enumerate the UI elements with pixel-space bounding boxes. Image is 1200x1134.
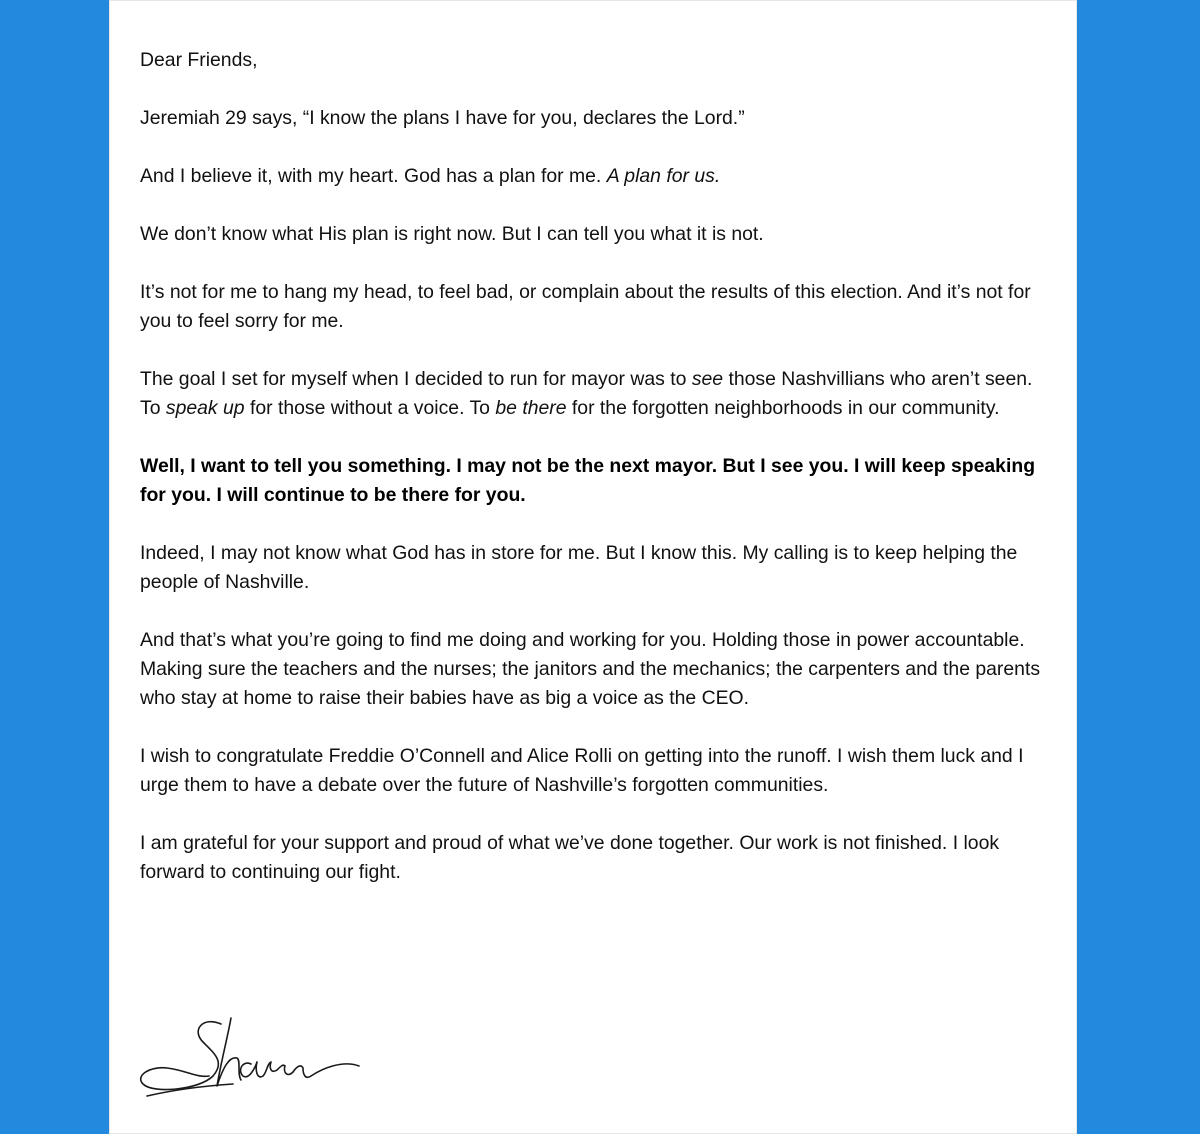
paragraph-bold-statement: Well, I want to tell you something. I may not be the next mayor. But I see you. I will keep speaking for you. I will continue to be there for you.	[140, 455, 1036, 506]
letter-page	[109, 0, 1077, 1134]
paragraph-goal-emphasis-see: see	[691, 368, 724, 390]
paragraph-scripture: Jeremiah 29 says, “I know the plans I have for you, declares the Lord.”	[140, 107, 745, 129]
signature	[133, 1010, 373, 1120]
paragraph-goal-emphasis-be-there: be there	[495, 397, 567, 419]
paragraph-goal-text-3: for those without a voice. To	[244, 397, 496, 419]
paragraph-belief	[140, 162, 1055, 191]
paragraph-belief-emphasis: A plan for us.	[606, 165, 721, 187]
paragraph-plan: We don’t know what His plan is right now. But I can tell you what it is not.	[140, 223, 764, 245]
paragraph-working: And that’s what you’re going to find me doing and working for you. Holding those in power accountable. Making sure the teachers and the nurses; the janitors and the mechanics; the carpenters and the parents who stay at home to raise their babies have as big a voice as the CEO.	[140, 629, 1041, 709]
paragraph-calling: Indeed, I may not know what God has in store for me. But I know this. My calling is to keep helping the people of Nashville.	[140, 542, 1018, 593]
paragraph-belief-text: And I believe it, with my heart. God has a plan for me.	[140, 165, 607, 187]
paragraph-goal-emphasis-speak-up: speak up	[165, 397, 245, 419]
paragraph-goal-text-4: for the forgotten neighborhoods in our community.	[566, 397, 1000, 419]
paragraph-congratulate: I wish to congratulate Freddie O’Connell and Alice Rolli on getting into the runoff. I wish them luck and I urge them to have a debate over the future of Nashville’s forgotten communities.	[140, 745, 1024, 796]
paragraph-goal-text-2: those Nashvillians who aren’t seen. To	[140, 368, 1033, 419]
paragraph-grateful: I am grateful for your support and proud of what we’ve done together. Our work is not finished. I look forward to continuing our fight.	[140, 832, 1000, 883]
letter-body	[140, 46, 1055, 916]
paragraph-goal-text-1: The goal I set for myself when I decided to run for mayor was to	[140, 368, 692, 390]
letter-greeting: Dear Friends,	[140, 49, 258, 71]
paragraph-goal	[140, 365, 1055, 423]
paragraph-not-sorry: It’s not for me to hang my head, to feel bad, or complain about the results of this election. And it’s not for you to feel sorry for me.	[140, 281, 1031, 332]
